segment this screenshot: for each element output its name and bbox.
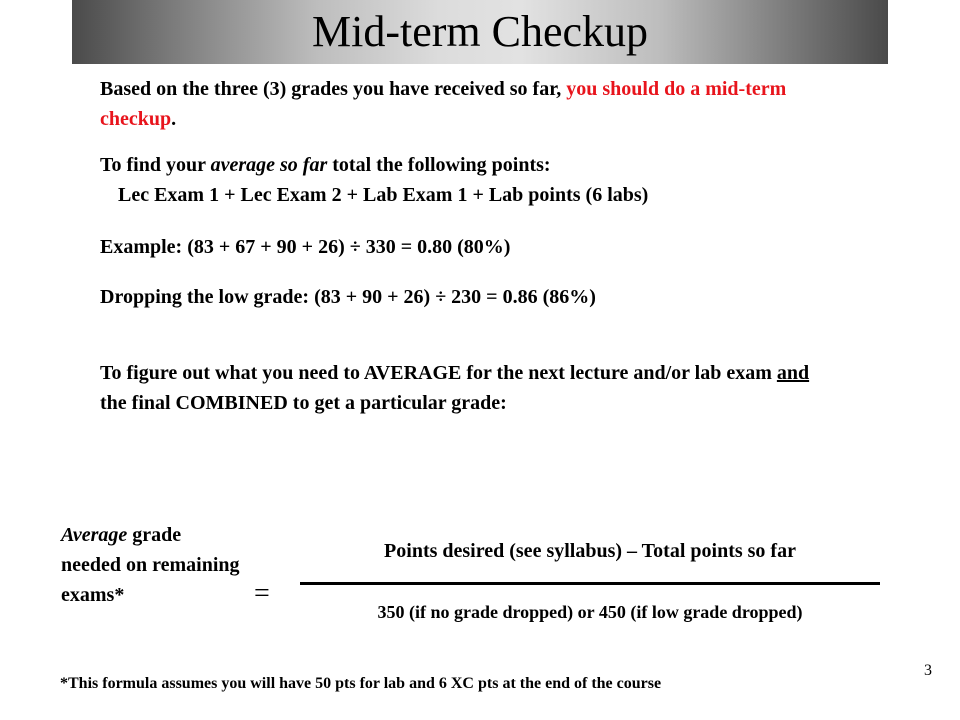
slide-title: Mid-term Checkup: [311, 7, 649, 56]
footnote: *This formula assumes you will have 50 pts for lab and 6 XC pts at the end of the course: [60, 675, 662, 692]
average-instructions: [100, 150, 860, 210]
fraction-divider: [300, 582, 880, 585]
formula-equals-sign: =: [254, 578, 270, 609]
page-number: 3: [924, 662, 932, 679]
needed-text-end: the final COMBINED to get a particular grade:: [100, 392, 507, 414]
points-formula: Lec Exam 1 + Lec Exam 2 + Lab Exam 1 + Lab points (6 labs): [118, 184, 649, 206]
average-italic: average so far: [210, 154, 328, 176]
average-text-start: To find your: [100, 154, 211, 176]
formula-denominator: 350 (if no grade dropped) or 450 (if low grade dropped): [377, 602, 803, 622]
average-text-end: total the following points:: [327, 154, 551, 176]
needed-text-start: To figure out what you need to AVERAGE for the next lecture and/or lab exam: [100, 362, 777, 384]
intro-highlight: you should do a mid-term checkup: [100, 78, 787, 130]
formula-numerator: Points desired (see syllabus) – Total points so far: [384, 540, 796, 562]
needed-average-paragraph: [100, 358, 840, 418]
intro-paragraph: [100, 74, 860, 134]
intro-text: Based on the three (3) grades you have received so far,: [100, 78, 567, 100]
formula-left-text: grade needed on remaining exams*: [61, 524, 240, 606]
example-calculation: Example: (83 + 67 + 90 + 26) ÷ 330 = 0.80 (80%): [100, 236, 511, 258]
formula-left-side: [61, 520, 241, 610]
title-bar: [72, 0, 888, 64]
needed-underlined: and: [776, 362, 810, 384]
dropped-grade-calculation: Dropping the low grade: (83 + 90 + 26) ÷ 230 = 0.86 (86%): [100, 286, 596, 308]
intro-end: .: [171, 108, 177, 130]
formula-left-italic: Average: [61, 524, 128, 546]
